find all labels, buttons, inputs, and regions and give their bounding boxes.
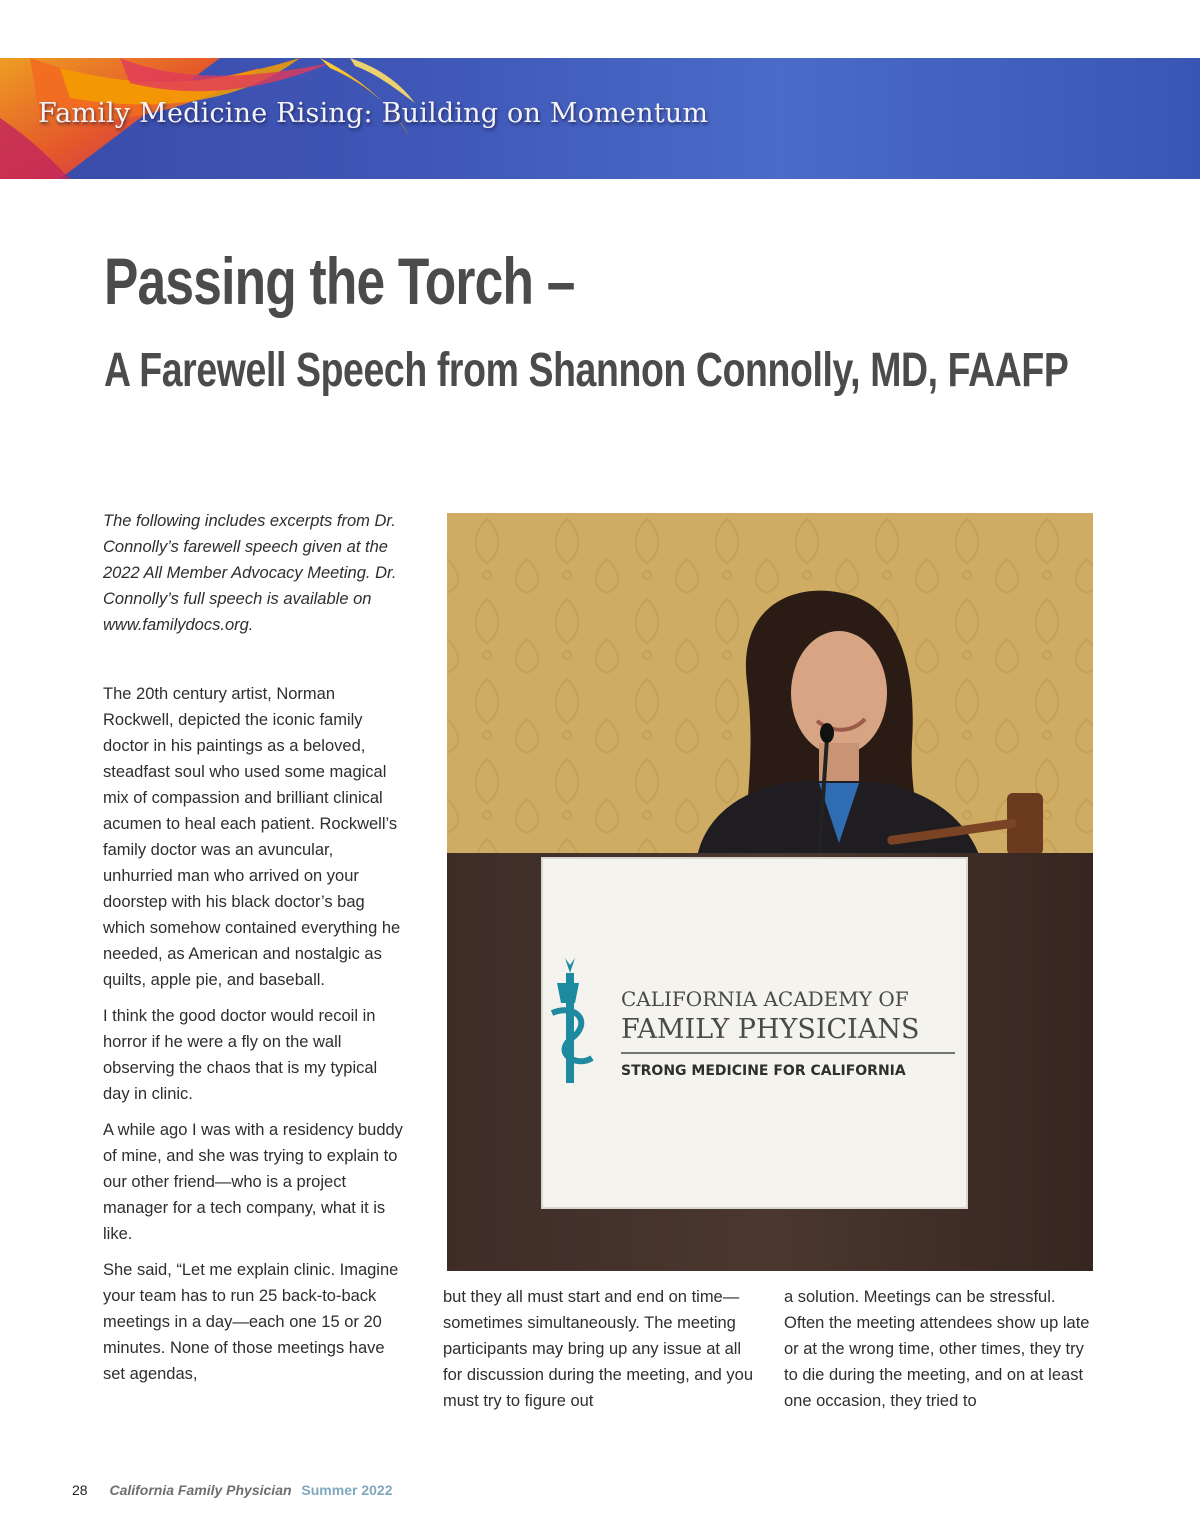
body-column-2	[443, 1284, 763, 1424]
body-column-1	[103, 681, 403, 1397]
speaker-photo	[447, 513, 1093, 1271]
article-subtitle: A Farewell Speech from Shannon Connolly, MD, FAAFP	[104, 344, 1069, 397]
body-paragraph: She said, “Let me explain clinic. Imagine your team has to run 25 back-to-back meetings in a day—each one 15 or 20 minutes. None of those meetings have set agendas,	[103, 1261, 399, 1383]
article-intro: The following includes excerpts from Dr. Connolly’s farewell speech given at the 2022 All Member Advocacy Meeting. Dr. Connolly’s full speech is available on www.familydocs.org.	[103, 512, 397, 634]
header-banner	[0, 58, 1200, 179]
body-paragraph: A while ago I was with a residency buddy of mine, and she was trying to explain to our other friend—who is a project manager for a tech company, what it is like.	[103, 1121, 403, 1243]
sign-line-1: CALIFORNIA ACADEMY OF	[621, 987, 909, 1011]
body-paragraph: a solution. Meetings can be stressful. Often the meeting attendees show up late or at the wrong time, other times, they try to die during the meeting, and on at least one occasion, they tried to	[784, 1288, 1090, 1410]
page-footer	[72, 1482, 392, 1498]
sign-line-3: STRONG MEDICINE FOR CALIFORNIA	[621, 1063, 906, 1079]
body-paragraph: The 20th century artist, Norman Rockwell, depicted the iconic family doctor in his paintings as a beloved, steadfast soul who used some magical mix of compassion and brilliant clinical acumen to heal each patient. Rockwell’s family doctor was an avuncular, unhurried man who arrived on your doorstep with his black doctor’s bag which somehow contained everything he needed, as American and nostalgic as quilts, apple pie, and baseball.	[103, 685, 401, 989]
section-banner-title: Family Medicine Rising: Building on Momentum	[38, 98, 709, 129]
magazine-name: California Family Physician	[109, 1482, 292, 1498]
body-paragraph: but they all must start and end on time—sometimes simultaneously. The meeting participants may bring up any issue at all for discussion during the meeting, and you must try to figure out	[443, 1288, 754, 1410]
page-number: 28	[72, 1482, 88, 1498]
sign-line-2: FAMILY PHYSICIANS	[621, 1014, 920, 1045]
podium-scene-illustration	[447, 513, 1093, 1271]
body-paragraph: I think the good doctor would recoil in horror if he were a fly on the wall observing the chaos that is my typical day in clinic.	[103, 1007, 378, 1103]
article-title: Passing the Torch –	[104, 244, 575, 318]
body-column-3	[784, 1284, 1096, 1424]
issue-label: Summer 2022	[301, 1482, 393, 1498]
